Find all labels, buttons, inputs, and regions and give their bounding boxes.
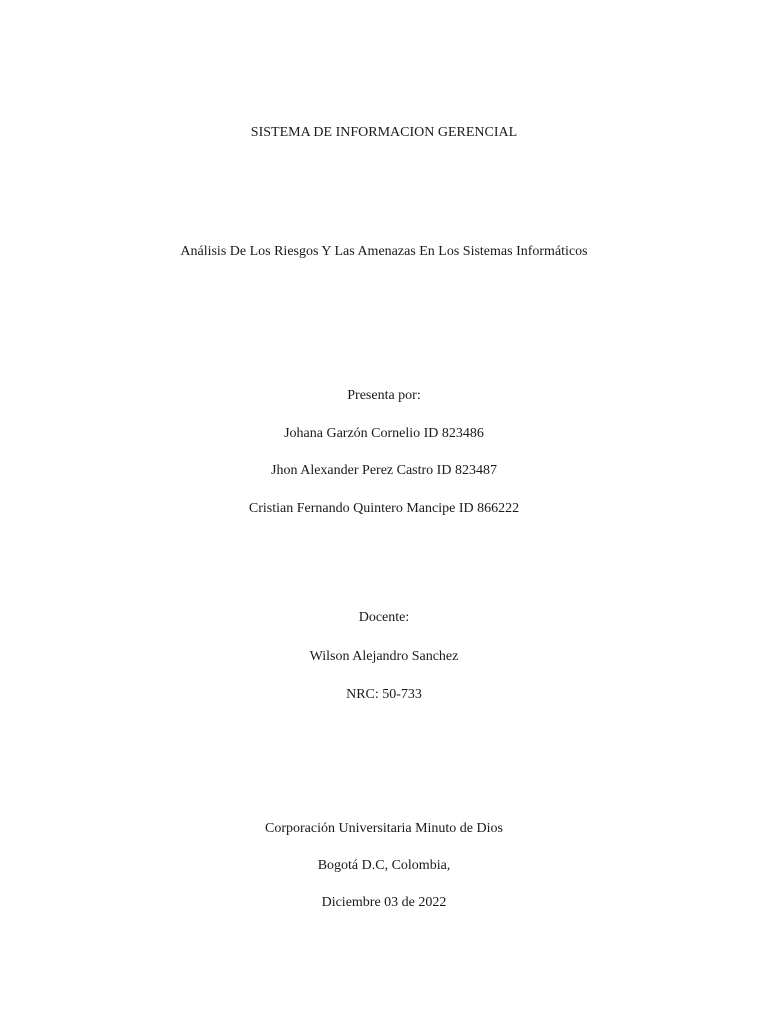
institution-name: Corporación Universitaria Minuto de Dios: [265, 821, 503, 836]
teacher-label: Docente:: [358, 610, 410, 625]
location: Bogotá D.C, Colombia,: [317, 858, 451, 873]
presented-by-label: Presenta por:: [347, 388, 421, 403]
author-3: Cristian Fernando Quintero Mancipe ID 866222: [248, 501, 520, 516]
document-date: Diciembre 03 de 2022: [321, 895, 447, 910]
author-2: Jhon Alexander Perez Castro ID 823487: [271, 463, 497, 478]
teacher-name: Wilson Alejandro Sanchez: [309, 649, 459, 664]
author-1: Johana Garzón Cornelio ID 823486: [284, 426, 484, 441]
nrc-code: NRC: 50-733: [346, 687, 422, 702]
document-subtitle: Análisis De Los Riesgos Y Las Amenazas En Los Sistemas Informáticos: [180, 244, 588, 259]
document-title: SISTEMA DE INFORMACION GERENCIAL: [250, 125, 518, 140]
